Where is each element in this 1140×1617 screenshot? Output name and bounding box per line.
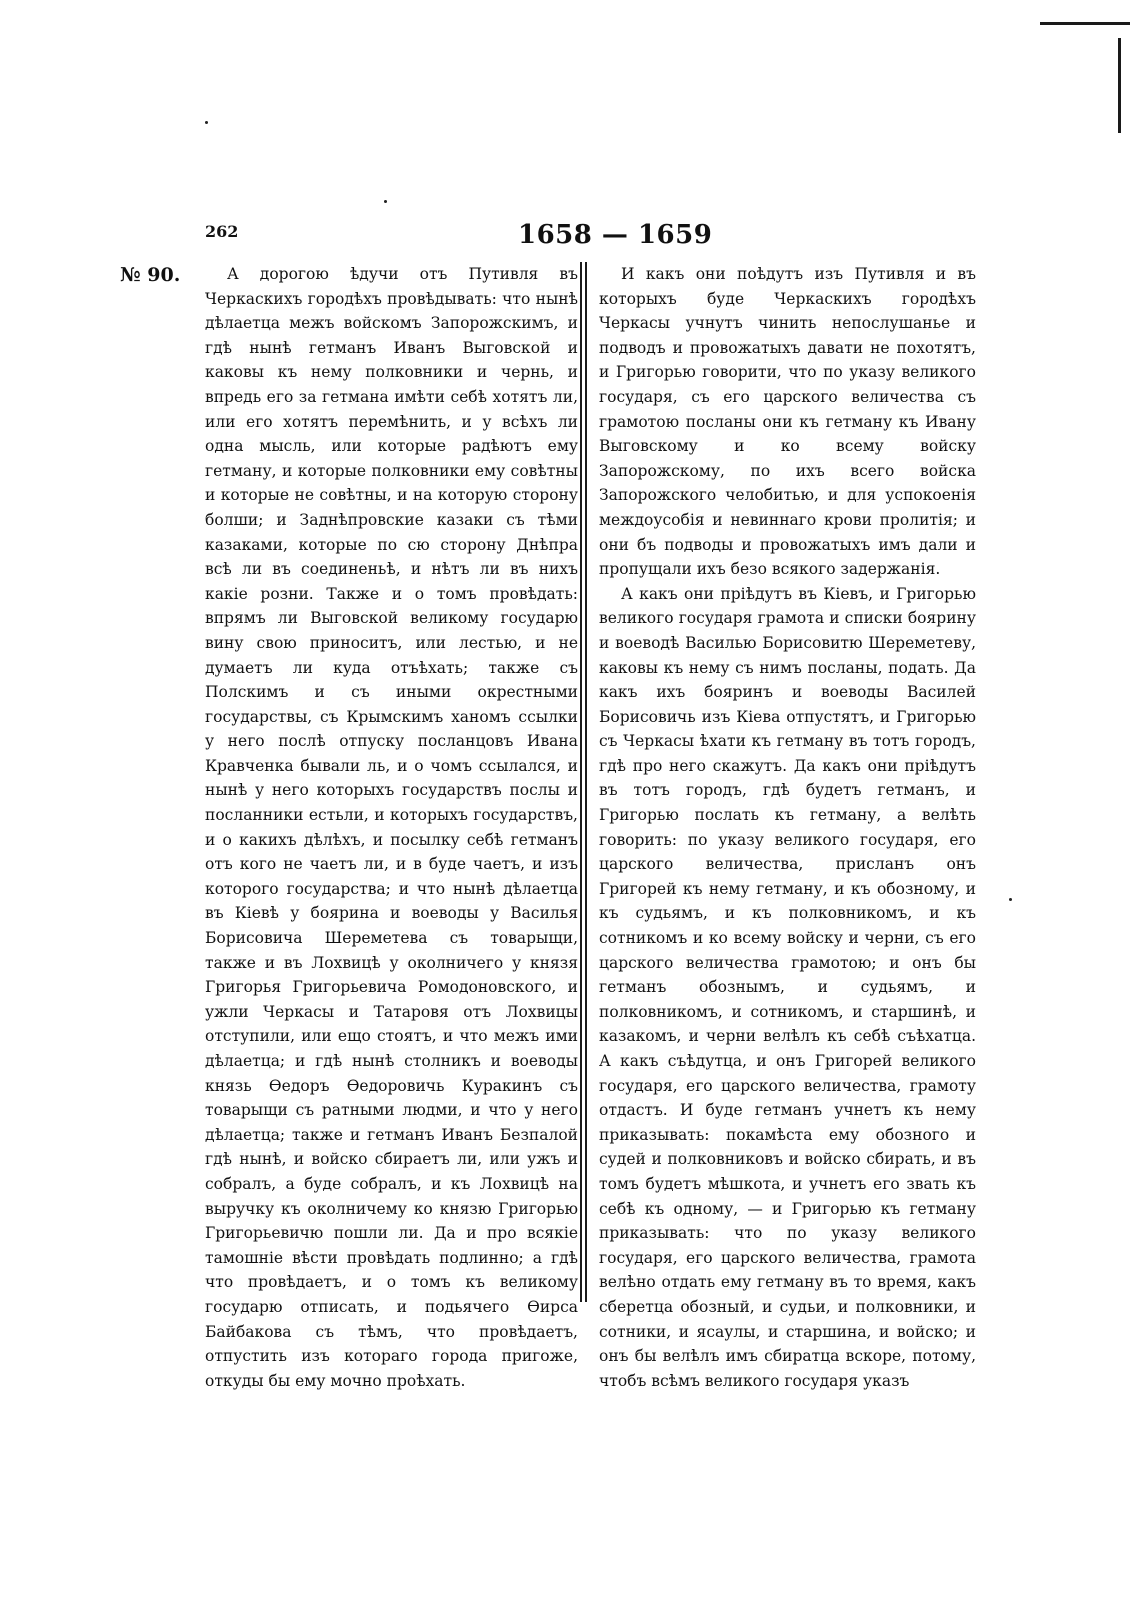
scan-edge-top	[1040, 22, 1130, 25]
right-paragraph-2: А какъ они пріѣдутъ въ Кіевъ, и Григорью великого государя грамота и списки боярину и воеводѣ Василью Борисовитю Шереметеву, каковы къ нему съ нимъ посланы, подать. Да какъ ихъ бояринъ и воеводы Василей Борисовичь изъ Кіева отпустятъ, и Григорью съ Черкасы ѣхати къ гетману въ тотъ городъ, гдѣ про него скажутъ. Да какъ они пріѣдутъ въ тотъ городъ, гдѣ будетъ гетманъ, и Григорью послать къ гетману, а велѣть говорить: по указу великого государя, его царского величества, присланъ онъ Григорей къ нему гетману, и къ обозному, и къ судьямъ, и къ полковникомъ, и къ сотникомъ и ко всему войску и черни, съ его царского величества грамотою; и онъ бы гетманъ обознымъ, и судьямъ, и полковникомъ, и сотникомъ, и старшинѣ, и казакомъ, и черни велѣлъ къ себѣ съѣхатца. А какъ съѣдутца, и онъ Григорей великого государя, его царского величества, грамоту отдастъ. И буде гетманъ учнетъ къ нему приказывать: покамѣста ему обозного и судей и полковниковъ и войско сбирать, и въ томъ будетъ мѣшкота, и учнетъ его звать къ себѣ къ одному, — и Григорью къ гетману приказывать: что по указу великого государя, его царского величества, грамота велѣно отдать ему гетману въ то время, какъ сберетца обозный, и судьи, и полковники, и сотники, и ясаулы, и старшина, и войско; и онъ бы велѣлъ имъ сбиратца вскоре, потому, чтобъ всѣмъ великого государя указъ	[599, 584, 976, 1390]
document-number: № 90.	[120, 264, 181, 286]
left-column	[205, 262, 578, 1393]
scan-speck	[384, 200, 387, 203]
right-paragraph-1: И какъ они поѣдутъ изъ Путивля и въ которыхъ буде Черкаскихъ городѣхъ Черкасы учнутъ чинить непослушанье и подводъ и провожатыхъ давати не похотятъ, и Григорью говорити, что по указу великого государя, съ его царского величества съ грамотою посланы они къ гетману къ Ивану Выговскому и ко всему войску Запорожскому, по ихъ всего войска Запорожского челобитью, и для успокоенія междоусобія и невиннаго крови пролитія; и они бъ подводы и провожатыхъ имъ дали и пропущали ихъ безо всякого задержанія.	[599, 265, 976, 579]
right-column	[599, 262, 976, 1393]
scan-speck	[205, 121, 208, 124]
column-divider	[585, 262, 587, 1302]
page-header: 1658 — 1659	[518, 220, 713, 250]
scan-speck	[1009, 898, 1012, 901]
page-number: 262	[205, 222, 239, 241]
left-paragraph-1: А дорогою ѣдучи отъ Путивля въ Черкаскихъ городѣхъ провѣдывать: что нынѣ дѣлаетца межъ войскомъ Запорожскимъ, и гдѣ нынѣ гетманъ Иванъ Выговской и каковы къ нему полковники и чернь, и впредь его за гетмана имѣти себѣ хотятъ ли, или его хотятъ перемѣнить, и у всѣхъ ли одна мысль, или которые радѣютъ ему гетману, и которые полковники ему совѣтны и которые не совѣтны, и на которую сторону болши; и Заднѣпровские казаки съ тѣми казаками, которые по сю сторону Днѣпра всѣ ли въ соединеньѣ, и нѣтъ ли въ нихъ какіе розни. Также и о томъ провѣдать: впрямъ ли Выговской великому государю вину свою приноситъ, или лестью, и не думаетъ ли куда отъѣхать; также съ Полскимъ и съ иными окрестными государствы, съ Крымскимъ ханомъ ссылки у него послѣ отпуску посланцовъ Ивана Кравченка бывали ль, и о чомъ ссылался, и нынѣ у него которыхъ государствъ послы и посланники естьли, и которыхъ государствъ, и о какихъ дѣлѣхъ, и посылку себѣ гетманъ отъ кого не чаетъ ли, и в буде чаетъ, и изъ которого государства; и что нынѣ дѣлаетца въ Кіевѣ у боярина и воеводы у Василья Борисовича Шереметева съ товарыщи, также и въ Лохвицѣ у околничего у князя Григорья Григорьевича Ромодоновского, и ужли Черкасы и Татаровя отъ Лохвицы отступили, или ещо стоятъ, и что межъ ими дѣлаетца; и гдѣ нынѣ столникъ и воеводы князь Ѳедоръ Ѳедоровичь Куракинъ съ товарыщи съ ратными людми, и что у него дѣлаетца; также и гетманъ Иванъ Безпалой гдѣ нынѣ, и войско сбираетъ ли, или ужъ и собралъ, а буде собралъ, и къ Лохвицѣ на выручку къ околничему ко князю Григорью Григорьевичю пошли ли. Да и про всякіе тамошніе вѣсти провѣдать подлинно; а гдѣ что провѣдаетъ, и о томъ къ великому государю отписать, и подьячего Ѳирса Байбакова съ тѣмъ, что провѣдаетъ, отпустить изъ котораго города пригоже, откуды бы ему мочно проѣхать.	[205, 265, 578, 1390]
scan-edge-right	[1118, 38, 1121, 133]
column-divider	[580, 262, 582, 1302]
